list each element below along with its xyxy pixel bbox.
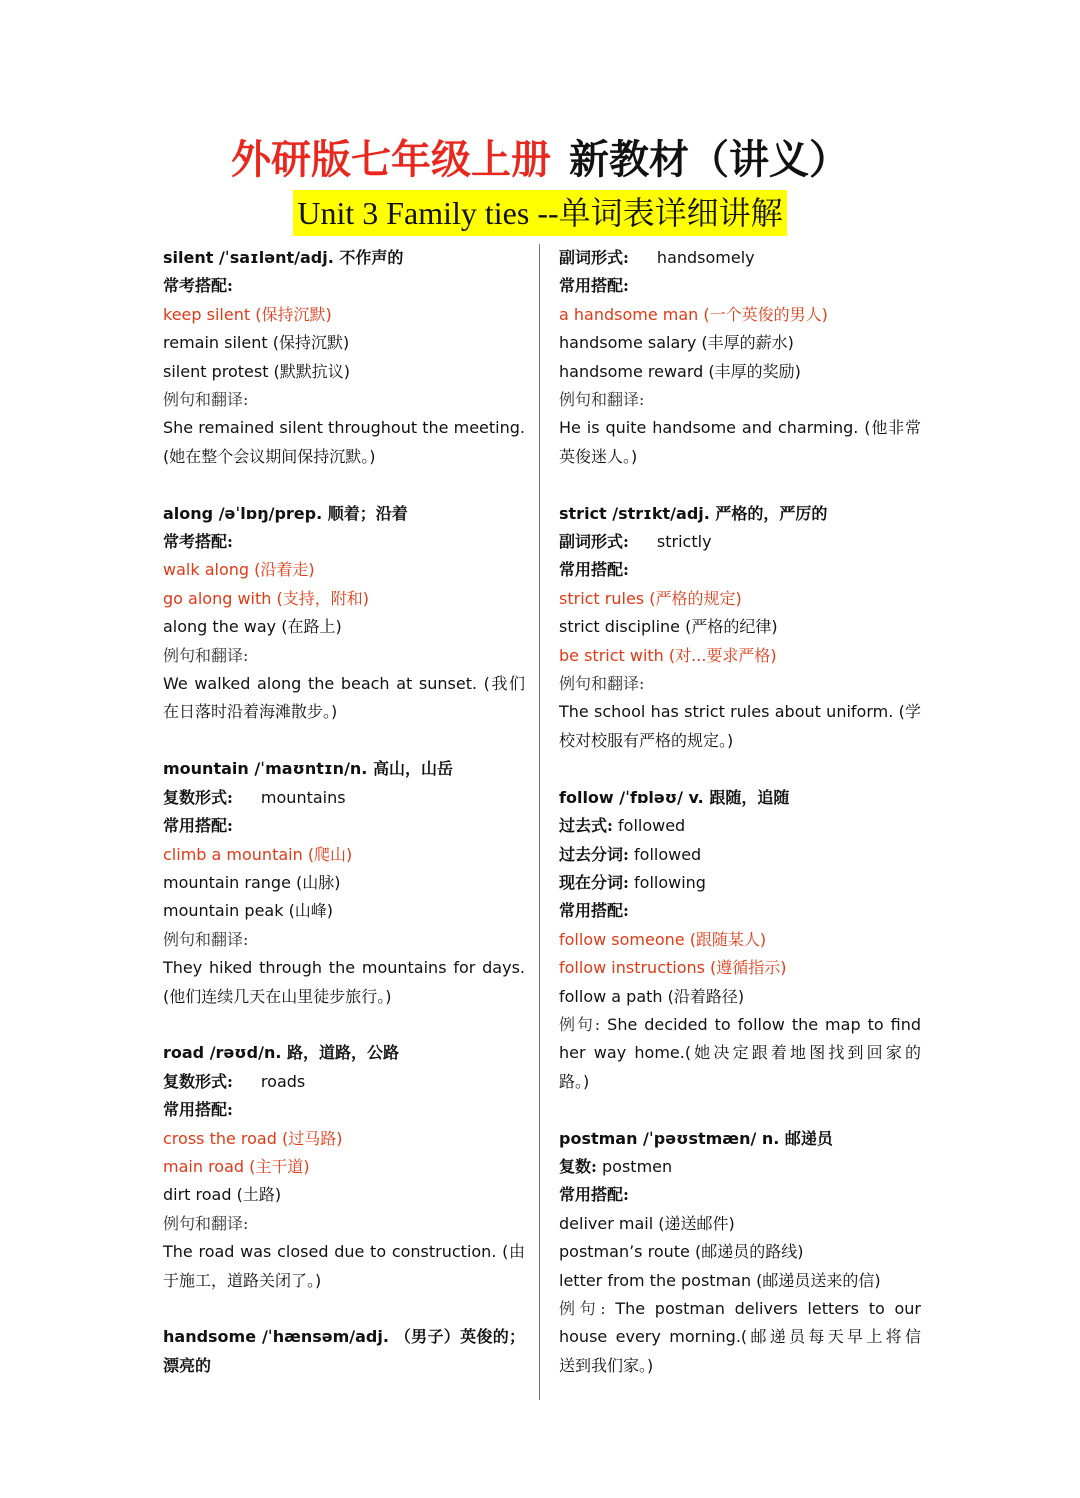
- example-translation: 在日落时沿着海滩散步。): [163, 702, 338, 722]
- collocation-item: handsome salary (丰厚的薪水): [559, 333, 794, 353]
- example-sentence: He is quite handsome and charming. (他非常: [559, 418, 921, 438]
- collocation-label: 常用搭配:: [163, 816, 233, 836]
- subtitle-highlight: Unit 3 Family ties --单词表详细讲解: [293, 190, 786, 236]
- collocation-label: 常用搭配:: [559, 560, 629, 580]
- title-red: 外研版七年级上册: [231, 136, 551, 183]
- collocation-label: 常用搭配:: [559, 276, 629, 296]
- collocation-item: mountain peak (山峰): [163, 901, 334, 921]
- column-divider: [539, 244, 540, 1400]
- collocation-item: follow a path (沿着路径): [559, 986, 745, 1006]
- example-translation: 英俊迷人。): [559, 446, 638, 466]
- present-participle: 现在分词: following: [559, 872, 706, 892]
- example-sentence: 例句: She decided to follow the map to find: [559, 1014, 921, 1034]
- past-tense: 过去式: followed: [559, 816, 686, 836]
- entry-heading-strict: strict /strɪkt/adj. 严格的，严厉的: [559, 503, 828, 523]
- example-label: 例句和翻译:: [163, 390, 249, 410]
- collocation-item: keep silent (保持沉默): [163, 304, 332, 324]
- example-label: 例句和翻译:: [163, 929, 249, 949]
- example-sentence: 例句: The postman delivers letters to our: [559, 1298, 921, 1318]
- collocation-item: main road (主干道): [163, 1156, 310, 1176]
- collocation-item: along the way (在路上): [163, 617, 342, 637]
- collocation-item: cross the road (过马路): [163, 1128, 343, 1148]
- past-participle: 过去分词: followed: [559, 844, 702, 864]
- collocation-item: climb a mountain (爬山): [163, 844, 353, 864]
- example-sentence: She remained silent throughout the meeting.: [163, 418, 525, 438]
- entry-heading-road: road /rəʊd/n. 路，道路，公路: [163, 1043, 400, 1063]
- example-sentence: They hiked through the mountains for days.: [163, 958, 525, 978]
- entry-heading-handsome: handsome /ˈhænsəm/adj. （男子）英俊的；: [163, 1327, 525, 1347]
- example-sentence: The school has strict rules about uniform. (学: [559, 702, 921, 722]
- collocation-item: follow someone (跟随某人): [559, 929, 767, 949]
- example-sentence-cont: house every morning.(邮递员每天早上将信: [559, 1327, 921, 1347]
- example-translation: 于施工，道路关闭了。): [163, 1270, 322, 1290]
- example-sentence: We walked along the beach at sunset. (我们: [163, 674, 525, 694]
- collocation-label: 常用搭配:: [559, 901, 629, 921]
- example-translation: (他们连续几天在山里徒步旅行。): [163, 986, 392, 1006]
- entry-heading-silent: silent /ˈsaɪlənt/adj. 不作声的: [163, 248, 404, 267]
- collocation-item: remain silent (保持沉默): [163, 333, 350, 353]
- entry-heading-follow: follow /ˈfɒləʊ/ v. 跟随，追随: [559, 787, 790, 807]
- example-sentence-cont: her way home.(她决定跟着地图找到回家的: [559, 1043, 921, 1063]
- example-sentence: The road was closed due to construction. (由: [163, 1242, 525, 1262]
- collocation-item: letter from the postman (邮递员送来的信): [559, 1270, 881, 1290]
- example-translation: 校对校服有严格的规定。): [559, 730, 734, 750]
- collocation-item: a handsome man (一个英俊的男人): [559, 304, 828, 324]
- collocation-item: walk along (沿着走): [163, 560, 315, 580]
- collocation-item: strict rules (严格的规定): [559, 588, 742, 608]
- entry-heading-handsome-cont: 漂亮的: [163, 1355, 212, 1375]
- adverb-form: 副词形式: strictly: [559, 532, 712, 552]
- collocation-item: strict discipline (严格的纪律): [559, 617, 778, 637]
- example-label: 例句和翻译:: [163, 645, 249, 665]
- collocation-item: go along with (支持，附和): [163, 588, 369, 608]
- plural-form: 复数形式: roads: [163, 1071, 306, 1091]
- entry-heading-postman: postman /ˈpəʊstmæn/ n. 邮递员: [559, 1128, 833, 1148]
- page-title: [0, 134, 1080, 186]
- adverb-form: 副词形式: handsomely: [559, 248, 755, 267]
- entry-heading-along: along /əˈlɒŋ/prep. 顺着；沿着: [163, 503, 408, 523]
- collocation-label: 常考搭配:: [163, 532, 233, 552]
- collocation-item: handsome reward (丰厚的奖励): [559, 361, 801, 381]
- collocation-item: be strict with (对...要求严格): [559, 645, 777, 665]
- collocation-item: silent protest (默默抗议): [163, 361, 351, 381]
- collocation-label: 常用搭配:: [163, 1100, 233, 1120]
- example-label: 例句和翻译:: [559, 390, 645, 410]
- collocation-item: dirt road (土路): [163, 1185, 282, 1205]
- collocation-item: mountain range (山脉): [163, 872, 341, 892]
- collocation-item: deliver mail (递送邮件): [559, 1213, 735, 1233]
- plural-form: 复数形式: mountains: [163, 787, 346, 807]
- example-translation: 送到我们家。): [559, 1355, 654, 1375]
- subtitle-row: [0, 190, 1080, 236]
- example-translation: (她在整个会议期间保持沉默。): [163, 446, 376, 466]
- entry-heading-mountain: mountain /ˈmaʊntɪn/n. 高山，山岳: [163, 759, 453, 779]
- collocation-item: postman’s route (邮递员的路线): [559, 1242, 804, 1262]
- collocation-item: follow instructions (遵循指示): [559, 958, 787, 978]
- example-label: 例句和翻译:: [559, 674, 645, 694]
- left-column: [163, 244, 525, 1380]
- collocation-label: 常用搭配:: [559, 1185, 629, 1205]
- example-translation: 路。): [559, 1071, 590, 1091]
- example-label: 例句和翻译:: [163, 1213, 249, 1233]
- plural-form: 复数: postmen: [559, 1156, 673, 1176]
- right-column: [559, 244, 921, 1380]
- collocation-label: 常考搭配:: [163, 276, 233, 296]
- title-black: 新教材（讲义）: [569, 136, 849, 183]
